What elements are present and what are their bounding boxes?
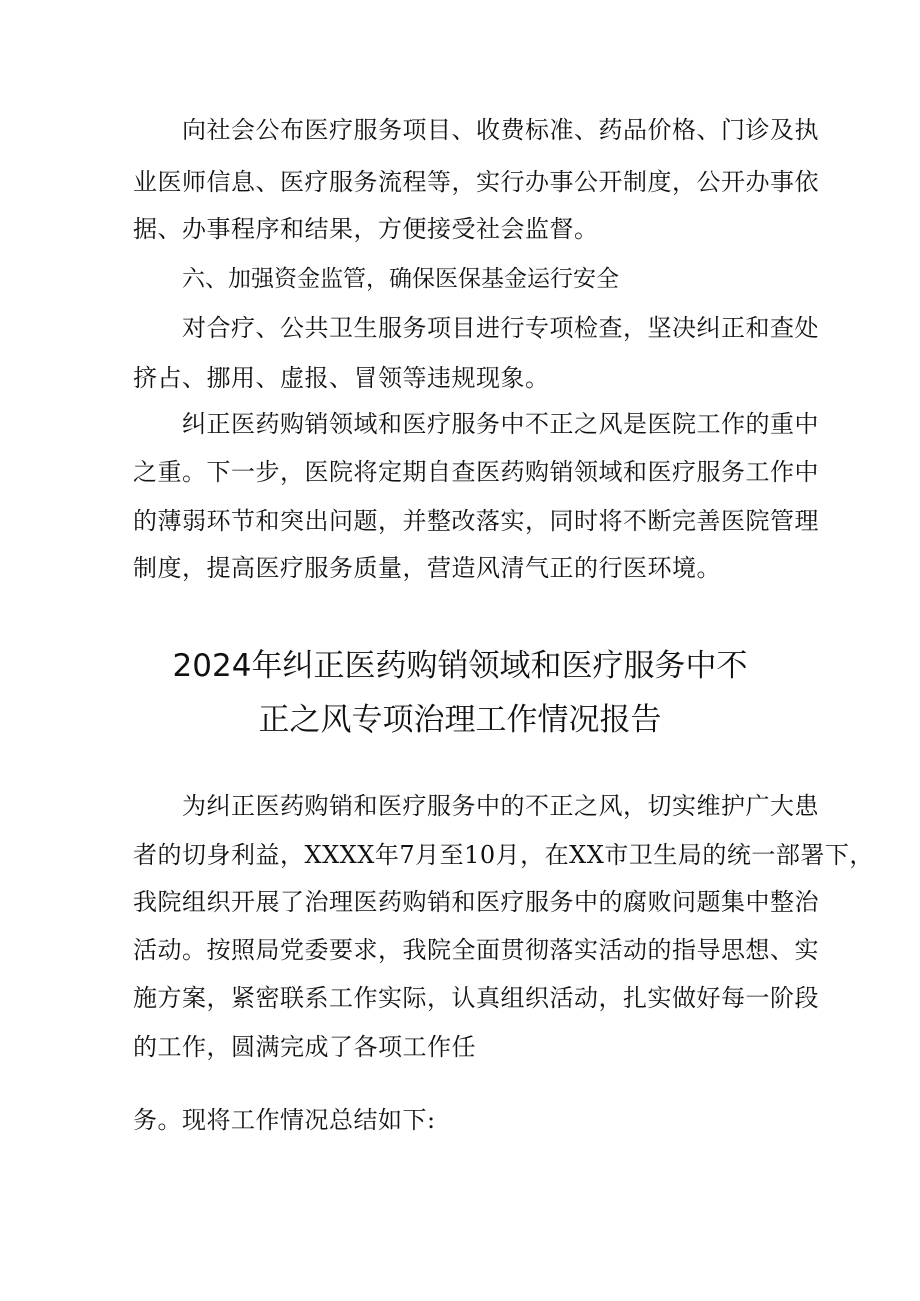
paragraph-line: 的薄弱环节和突出问题，并整改落实，同时将不断完善医院管理 bbox=[133, 507, 819, 535]
paragraph-line: 之重。下一步，医院将定期自查医药购销领域和医疗服务工作中 bbox=[133, 458, 819, 486]
paragraph-line: 据、办事程序和结果，方便接受社会监督。 bbox=[133, 215, 599, 243]
report-title-line: 正之风专项治理工作情况报告 bbox=[258, 702, 662, 738]
paragraph-line: 对合疗、公共卫生服务项目进行专项检查，坚决纠正和查处 bbox=[182, 314, 819, 342]
paragraph-line: 为纠正医药购销和医疗服务中的不正之风，切实维护广大患 bbox=[182, 792, 819, 820]
section-heading: 六、加强资金监管，确保医保基金运行安全 bbox=[182, 266, 619, 292]
paragraph-line: 挤占、挪用、虚报、冒领等违规现象。 bbox=[133, 364, 550, 392]
paragraph-line: 业医师信息、医疗服务流程等，实行办事公开制度，公开办事依 bbox=[133, 168, 819, 196]
paragraph-line: 制度，提高医疗服务质量，营造风清气正的行医环境。 bbox=[133, 554, 721, 582]
paragraph-line: 向社会公布医疗服务项目、收费标准、药品价格、门诊及执 bbox=[182, 116, 819, 144]
paragraph-line: 的工作，圆满完成了各项工作任 bbox=[133, 1033, 476, 1061]
paragraph-line: 我院组织开展了治理医药购销和医疗服务中的腐败问题集中整治 bbox=[133, 888, 819, 916]
report-title-line: 2024年纠正医药购销领域和医疗服务中不 bbox=[172, 648, 748, 684]
paragraph-line: 纠正医药购销领域和医疗服务中不正之风是医院工作的重中 bbox=[182, 410, 819, 438]
paragraph-line: 务。现将工作情况总结如下: bbox=[133, 1106, 436, 1134]
paragraph-line: 施方案，紧密联系工作实际，认真组织活动，扎实做好每一阶段 bbox=[133, 984, 819, 1012]
paragraph-line: 者的切身利益，XXXX年7月至10月，在XX市卫生局的统一部署下， bbox=[133, 841, 874, 869]
paragraph-line: 活动。按照局党委要求，我院全面贯彻落实活动的指导思想、实 bbox=[133, 936, 819, 964]
